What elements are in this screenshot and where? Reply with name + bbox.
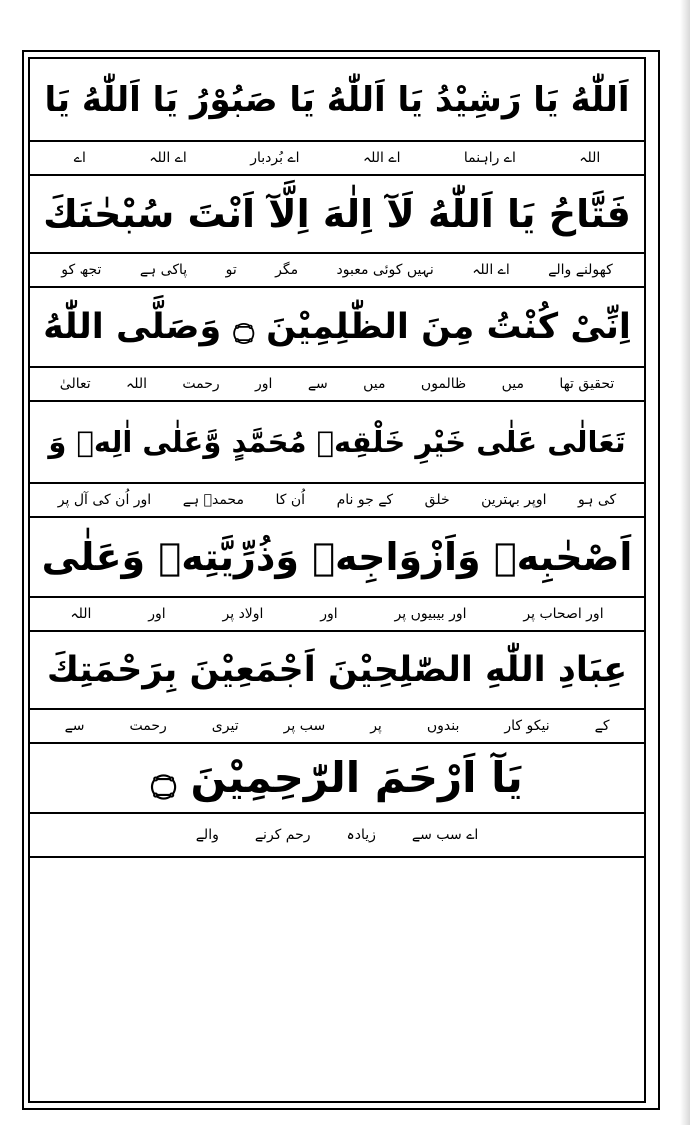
urdu-word: کی ہو (578, 492, 617, 508)
arabic-text: اَللّٰهُ يَا رَشِيْدُ يَا اَللّٰهُ يَا صَبُوْرُ يَا اَللّٰهُ يَا (44, 80, 630, 120)
urdu-word: زیادہ (346, 827, 376, 843)
arabic-line-5 (28, 516, 646, 596)
scan-edge-shadow (680, 0, 690, 1125)
urdu-word: رحم کرنے (254, 827, 311, 843)
urdu-words (28, 493, 646, 507)
urdu-word: اور (148, 606, 166, 622)
urdu-word: تیری (211, 718, 239, 734)
urdu-word: تحقیق تھا (559, 376, 615, 392)
urdu-translation-line-2 (28, 252, 646, 286)
urdu-word: پاکی ہے (139, 262, 188, 278)
urdu-word: اللہ (579, 150, 601, 166)
arabic-line-3 (28, 286, 646, 366)
urdu-word: اے اللہ (472, 262, 510, 278)
urdu-word: والے (195, 827, 219, 843)
urdu-word: سے (64, 718, 85, 734)
urdu-word: پر (370, 718, 382, 734)
urdu-words (28, 607, 646, 621)
arabic-text: تَعَالٰى عَلٰى خَيْرِ خَلْقِهٖ مُحَمَّدٍ وَّعَلٰى اٰلِهٖ وَ (48, 424, 626, 459)
urdu-word: اولاد پر (222, 606, 264, 622)
urdu-words (28, 151, 646, 165)
arabic-text: فَتَّاحُ يَا اَللّٰهُ لَآ اِلٰهَ اِلَّآ اَنْتَ سُبْحٰنَكَ (43, 192, 631, 236)
urdu-word: نہیں کوئی معبود (336, 262, 434, 278)
urdu-translation-line-4 (28, 482, 646, 516)
urdu-word: بندوں (426, 718, 460, 734)
arabic-line-1 (28, 60, 646, 140)
urdu-word: اللہ (70, 606, 92, 622)
urdu-word: محمدؐ ہے (182, 492, 244, 508)
urdu-translation-line-5 (28, 596, 646, 630)
urdu-words (28, 719, 646, 733)
urdu-word: اے سب سے (411, 827, 479, 843)
urdu-word: اے اللہ (362, 150, 401, 166)
urdu-word: کے جو نام (336, 492, 394, 508)
urdu-word: اور (320, 606, 338, 622)
urdu-words (28, 263, 646, 277)
arabic-text: عِبَادِ اللّٰهِ الصّٰلِحِيْنَ اَجْمَعِيْنَ بِرَحْمَتِكَ (46, 649, 628, 690)
urdu-translation-line-6 (28, 708, 646, 742)
urdu-word: ظالموں (420, 376, 467, 392)
urdu-word: میں (363, 376, 386, 392)
urdu-word: اے بُردبار (250, 150, 300, 166)
urdu-word: تجھ کو (61, 262, 102, 278)
urdu-word: اور (255, 376, 273, 392)
arabic-line-7 (28, 742, 646, 812)
urdu-word: اوپر بہترین (481, 492, 547, 508)
blank-lower-area (28, 856, 646, 1101)
urdu-word: اُن کا (275, 492, 306, 508)
urdu-word: اے (73, 150, 86, 166)
urdu-word: کے (594, 718, 610, 734)
urdu-word: اور اصحاب پر (523, 606, 604, 622)
urdu-words (28, 828, 646, 842)
arabic-text: يَآ اَرْحَمَ الرّٰحِمِيْنَ ۝ (151, 753, 523, 802)
urdu-word: میں (501, 376, 524, 392)
urdu-word: رحمت (129, 718, 167, 734)
urdu-word: اے اللہ (149, 150, 187, 166)
arabic-line-6 (28, 630, 646, 708)
urdu-words (28, 377, 646, 391)
urdu-word: خلق (424, 492, 450, 508)
urdu-translation-line-7 (28, 812, 646, 856)
arabic-text: اِنِّىْ كُنْتُ مِنَ الظّٰلِمِيْنَ ۝ وَصَلَّى اللّٰهُ (43, 306, 631, 347)
urdu-word: اللہ (126, 376, 148, 392)
urdu-word: سب پر (283, 718, 326, 734)
urdu-word: رحمت (182, 376, 220, 392)
urdu-word: تعالیٰ (59, 376, 91, 392)
urdu-word: نیکو کار (504, 718, 550, 734)
urdu-translation-line-1 (28, 140, 646, 174)
urdu-translation-line-3 (28, 366, 646, 400)
urdu-word: تو (225, 262, 237, 278)
urdu-word: اے راہنما (463, 150, 516, 166)
urdu-word: مگر (275, 262, 299, 278)
urdu-word: اور اُن کی آل پر (57, 492, 152, 508)
arabic-text: اَصْحٰبِهٖ وَاَزْوَاجِهٖ وَذُرِّيَّتِهٖ وَعَلٰى (41, 535, 633, 579)
urdu-word: سے (307, 376, 328, 392)
urdu-word: اور بیبیوں پر (394, 606, 467, 622)
arabic-line-2 (28, 174, 646, 252)
arabic-line-4 (28, 400, 646, 482)
urdu-word: کھولنے والے (548, 262, 613, 278)
